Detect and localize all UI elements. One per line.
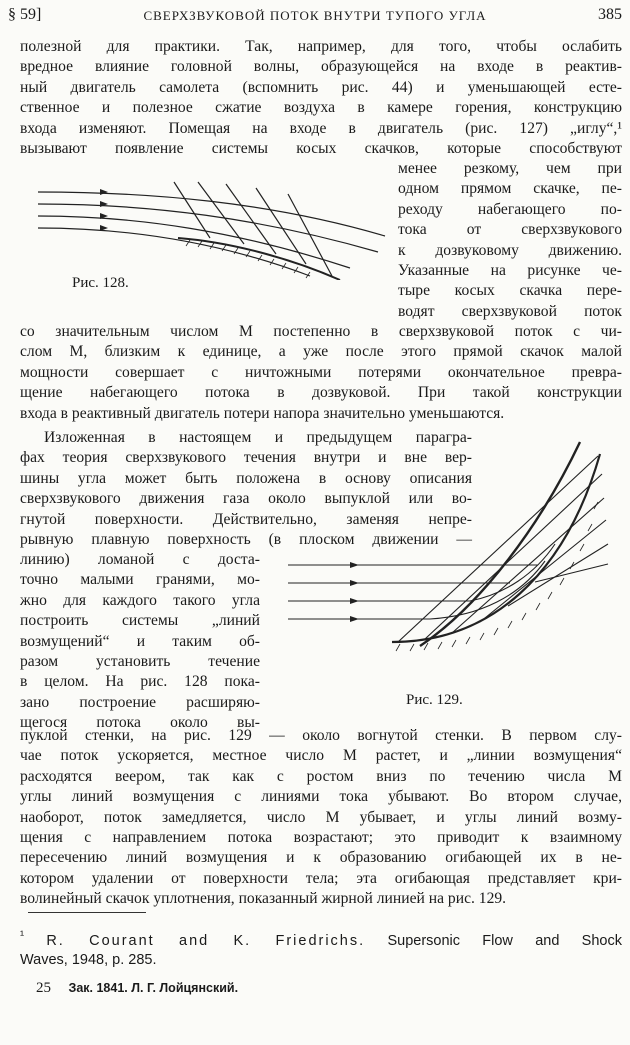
footnote-continued: Waves, 1948, p. 285. xyxy=(20,951,157,968)
text-line: гнутой поверхности. Действительно, заменяя непре- xyxy=(20,510,472,528)
figure-128 xyxy=(30,180,390,280)
text-line: менее резкому, чем при xyxy=(398,160,622,177)
text-line: расходятся веером, так как с ростом вниз по течению числа М xyxy=(20,767,622,785)
text-line: возмущений“ и таким об- xyxy=(20,632,260,650)
flow-arrow xyxy=(350,616,359,622)
text-line: шины угла может быть положена в основу описания xyxy=(20,469,472,487)
paragraph-left-lower xyxy=(20,550,260,734)
footnote-mark: ¹ xyxy=(20,928,25,942)
text-line: входа изменяют. Помещая на входе в двигатель (рис. 127) „иглу“,¹ xyxy=(20,119,622,137)
paragraph-middle xyxy=(20,322,622,424)
text-line: мощности совершает с ничтожными потерями окончательное превра- xyxy=(20,363,622,381)
flow-arrow xyxy=(350,580,359,586)
text-line: волинейный скачок уплотнения, показанный жирной линией на рис. 129. xyxy=(20,890,507,908)
text-line: чае поток ускоряется, местное число М растет, и „линии возмущения“ xyxy=(20,747,622,765)
paragraph-bottom xyxy=(20,726,622,910)
text-line: пуклой стенки, на рис. 129 — около вогнутой стенки. В первом слу- xyxy=(20,727,622,744)
text-line: жно для каждого такого угла xyxy=(20,591,260,609)
text-line: пересечению линий возмущения и к образованию огибающей их в не- xyxy=(20,849,622,867)
paragraph-right-of-fig128 xyxy=(398,159,622,322)
text-line: ственное и полезное сжатие воздуха в камере горения, конструкцию xyxy=(20,99,622,117)
page-number: 385 xyxy=(598,6,622,23)
streamline xyxy=(38,204,378,252)
running-header xyxy=(8,6,622,28)
disturbance-line xyxy=(425,474,602,639)
text-line: тока от сверхзвукового xyxy=(398,221,622,239)
disturbance-line xyxy=(288,194,332,276)
text-line: полезной для практики. Так, например, для того, чтобы ослабить xyxy=(20,38,622,55)
text-line: точно малыми гранями, мо- xyxy=(20,571,260,589)
section-number: § 59] xyxy=(8,6,42,23)
paragraph-top xyxy=(20,37,622,159)
text-line: в целом. На рис. 128 пока- xyxy=(20,673,260,691)
text-line: построить системы „линий xyxy=(20,612,260,630)
imprint xyxy=(36,980,238,997)
flow-arrow xyxy=(350,562,359,568)
text-line: тыре косых скачка пере- xyxy=(398,282,622,300)
text-line: фах теория сверхзвукового течения внутри и вне вер- xyxy=(20,449,472,467)
disturbance-line xyxy=(508,544,608,606)
figure-129-caption: Рис. 129. xyxy=(406,692,463,708)
signature-number: 25 xyxy=(36,980,51,996)
text-line: вредное влияние головной волны, образующейся на входе в реактив- xyxy=(20,58,622,76)
running-title: СВЕРХЗВУКОВОЙ ПОТОК ВНУТРИ ТУПОГО УГЛА xyxy=(143,8,487,23)
footnote xyxy=(20,926,622,970)
text-line: реходу набегающего по- xyxy=(398,200,622,218)
text-line: слом М, близким к единице, а уже после этого прямой скачок малой xyxy=(20,343,622,361)
wall-hatching xyxy=(396,502,598,651)
text-line: наоборот, поток замедляется, число М убывает, и углы линий возму- xyxy=(20,808,622,826)
text-line: со значительным числом М постепенно в сверхзвуковой поток с чи- xyxy=(20,323,622,340)
text-line: входа в реактивный двигатель потери напора значительно уменьшаются. xyxy=(20,404,505,422)
text-line: Изложенная в настоящем и предыдущем парагра- xyxy=(44,429,472,446)
text-line: щения с направлением потока возрастают; это приводит к взаимному xyxy=(20,828,622,846)
concave-wall xyxy=(392,454,600,642)
figure-129 xyxy=(280,436,620,676)
text-line: рывную плавную поверхность (в плоском движении — xyxy=(20,530,472,548)
flow-arrow xyxy=(350,598,359,604)
streamline xyxy=(430,561,545,619)
text-line: линию) ломаной с доста- xyxy=(20,551,260,568)
footnote-rule xyxy=(28,912,146,913)
figure-128-caption: Рис. 128. xyxy=(72,275,129,291)
imprint-text: Зак. 1841. Л. Г. Лойцянский. xyxy=(68,981,239,995)
shock-envelope xyxy=(420,442,580,646)
disturbance-line xyxy=(398,456,598,642)
streamline xyxy=(38,228,310,276)
text-line: разом установить течение xyxy=(20,652,260,670)
footnote-title: Supersonic Flow and Shock xyxy=(387,932,622,949)
text-line: зано построение расширяю- xyxy=(20,693,260,711)
footnote-authors: R. Courant and K. Friedrichs. xyxy=(46,932,366,949)
text-line: к дозвуковому движению. xyxy=(398,241,622,259)
text-line: ный двигатель самолета (вспомнить рис. 44) и уменьшающей есте- xyxy=(20,78,622,96)
text-line: котором удалении от поверхности тела; эта огибающая представляет кри- xyxy=(20,869,622,887)
text-line: водят сверхзвуковой поток xyxy=(398,302,622,320)
text-line: углы линий возмущения с линиями тока убывают. Во втором случае, xyxy=(20,788,622,806)
footnote-line xyxy=(20,926,622,951)
text-line: одном прямом скачке, пе- xyxy=(398,180,622,198)
text-line: щегося потока около вы- xyxy=(20,714,260,732)
text-line: сверхзвукового движения газа около выпуклой или во- xyxy=(20,490,472,508)
text-line: Указанные на рисунке че- xyxy=(398,261,622,279)
text-line: щение набегающего потока в дозвуковой. При такой конструкции xyxy=(20,384,622,402)
flow-arrow xyxy=(100,189,108,195)
text-line: вызывают появление системы косых скачков, которые способствуют xyxy=(20,139,622,157)
